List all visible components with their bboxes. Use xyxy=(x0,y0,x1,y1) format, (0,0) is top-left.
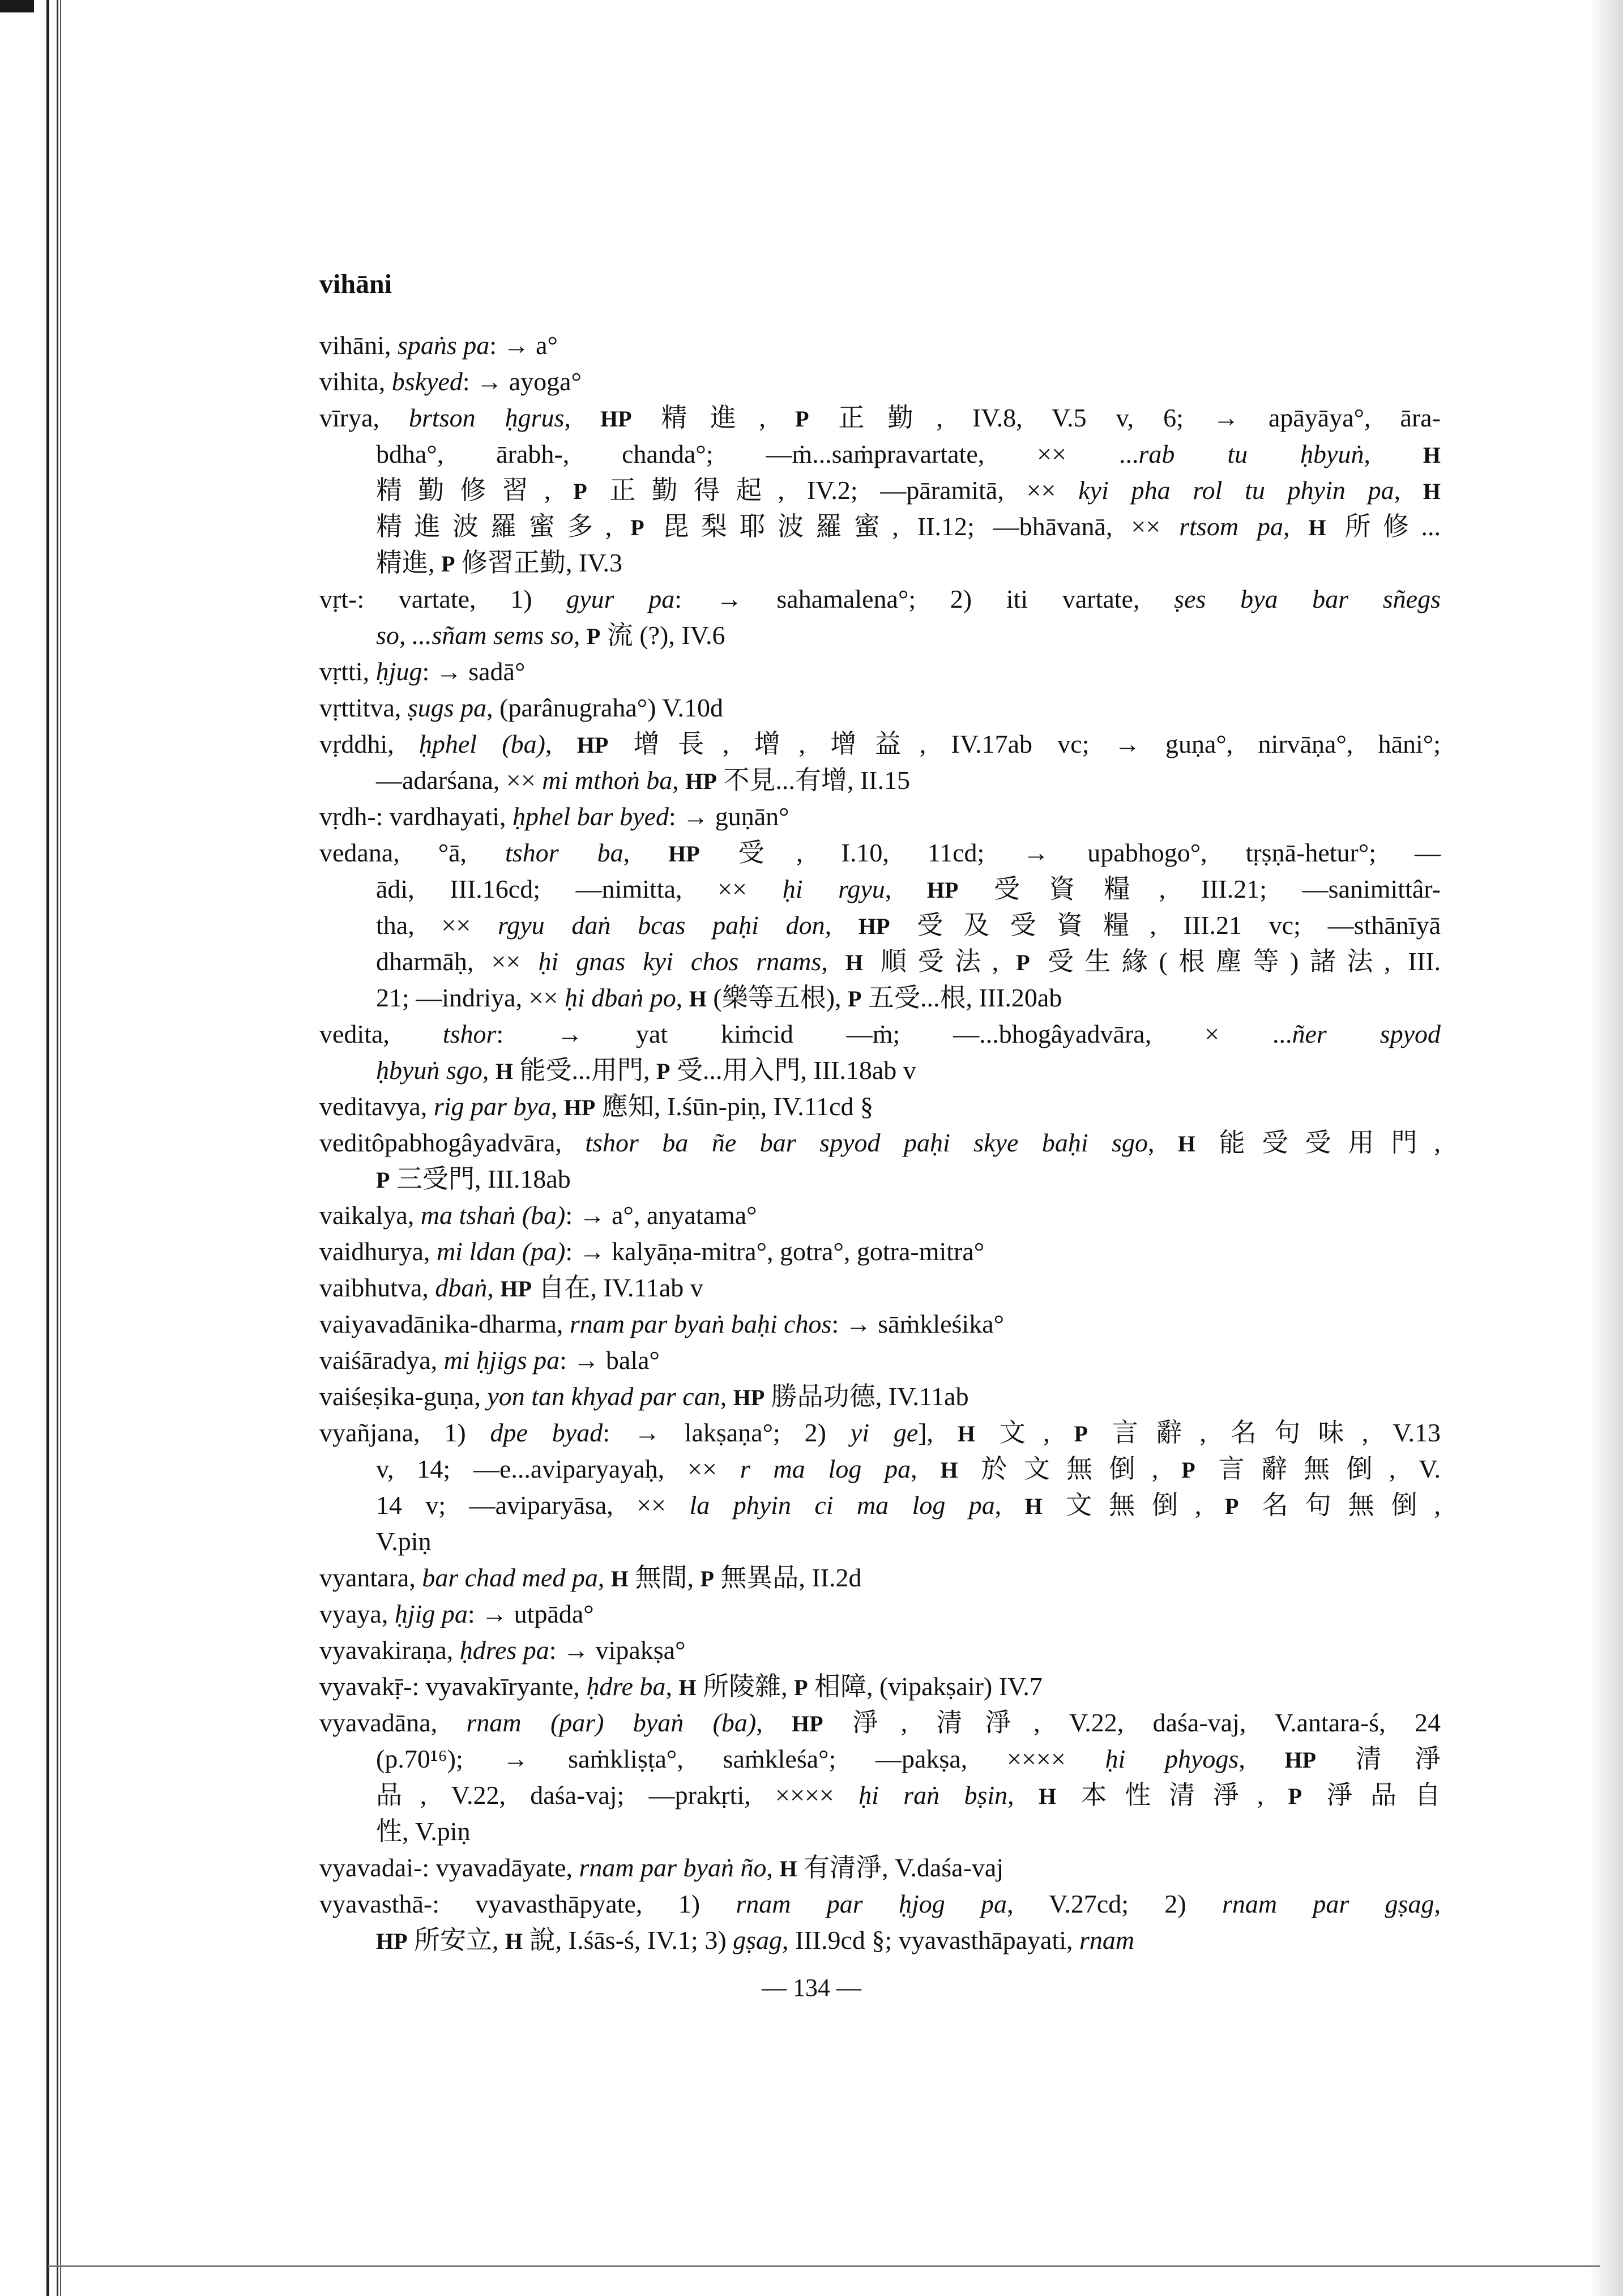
source-marker: H xyxy=(610,1566,629,1591)
entry-text: 清淨 xyxy=(1316,1744,1441,1773)
dictionary-entry xyxy=(319,1850,1441,1886)
dictionary-entry xyxy=(319,726,1441,799)
tibetan-equivalent: tshor ba xyxy=(505,838,623,867)
tibetan-equivalent: spaṅs pa xyxy=(397,331,490,360)
scan-binding-edge xyxy=(57,0,58,2296)
source-marker: H xyxy=(1308,515,1326,540)
entry-first-line xyxy=(319,327,1441,364)
tibetan-equivalent: rig par bya xyxy=(433,1092,551,1121)
entry-text: , xyxy=(911,1454,941,1483)
entry-text: vṛddhi, xyxy=(319,729,419,758)
tibetan-equivalent: ṣes bya bar sñegs xyxy=(1174,584,1441,613)
entry-text: vaidhurya, xyxy=(319,1237,437,1266)
entry-text: V.piṇ xyxy=(376,1527,432,1556)
entry-continuation-line xyxy=(319,1741,1441,1777)
entry-text: 淨, 清淨, V.22, daśa-vaj, V.antara-ś, 24 xyxy=(823,1708,1441,1737)
source-marker: HP xyxy=(600,406,632,432)
entry-text: , xyxy=(885,874,927,903)
source-marker: H xyxy=(940,1457,958,1483)
entry-text: 受資糧, III.21; —sanimittâr- xyxy=(958,874,1441,903)
tibetan-equivalent: rnam par byaṅ ño xyxy=(579,1853,767,1882)
tibetan-equivalent: ḥi gnas kyi chos rnams xyxy=(538,947,822,976)
entry-text: 增長, 增, 增益, IV.17ab vc; → guṇa°, nirvāṇa°, hāni°; xyxy=(608,729,1441,758)
dictionary-entry xyxy=(319,1016,1441,1089)
entry-text: 能受...用門, xyxy=(512,1056,656,1085)
source-marker: H xyxy=(1039,1783,1057,1809)
entry-text: vaikalya, xyxy=(319,1201,421,1230)
dictionary-entry xyxy=(319,1632,1441,1668)
tibetan-equivalent: ḥi raṅ bṣin xyxy=(859,1781,1008,1810)
entry-text: 精進波羅蜜多, xyxy=(376,512,631,541)
entry-text: 正勤得起, IV.2; —pāramitā, ×× xyxy=(587,476,1079,505)
tibetan-equivalent: ḥdre ba xyxy=(586,1672,666,1701)
tibetan-equivalent: brtson ḥgrus xyxy=(409,403,565,432)
entry-first-line xyxy=(319,1016,1441,1052)
entry-text: vaiyavadānika-dharma, xyxy=(319,1309,570,1338)
entry-continuation-line xyxy=(319,1523,1441,1560)
entry-continuation-line xyxy=(319,1487,1441,1523)
entry-text: vaibhutva, xyxy=(319,1273,435,1302)
tibetan-equivalent: ḥjig pa xyxy=(394,1599,468,1628)
source-marker: P xyxy=(1016,950,1030,975)
entry-text: vyañjana, 1) xyxy=(319,1418,490,1447)
entry-text: 勝品功德, IV.11ab xyxy=(764,1382,969,1411)
dictionary-entry xyxy=(319,654,1441,690)
entry-text: , xyxy=(1364,439,1423,468)
entry-text: 受生緣(根塵等)諸法, III. xyxy=(1030,947,1441,976)
entry-first-line xyxy=(319,1668,1441,1705)
entry-first-line xyxy=(319,654,1441,690)
source-marker: P xyxy=(573,479,587,504)
source-marker: P xyxy=(1288,1783,1302,1809)
dictionary-entry xyxy=(319,1886,1441,1958)
entry-text: vaiśeṣika-guṇa, xyxy=(319,1382,488,1411)
source-marker: H xyxy=(957,1421,976,1446)
entry-text: 所修... xyxy=(1326,512,1441,541)
dictionary-entry xyxy=(319,1415,1441,1560)
running-head: vihāni xyxy=(319,269,392,299)
tibetan-equivalent: ma tshaṅ (ba) xyxy=(420,1201,566,1230)
entry-text: : → bala° xyxy=(559,1346,660,1375)
entry-text: vaiśāradya, xyxy=(319,1346,444,1375)
entry-text: 文, xyxy=(975,1418,1074,1447)
entry-continuation-line xyxy=(319,472,1441,509)
entry-continuation-line xyxy=(319,980,1441,1016)
dictionary-entry xyxy=(319,1342,1441,1379)
entry-text: —adarśana, ×× xyxy=(376,766,543,795)
tibetan-equivalent: gṣag xyxy=(733,1926,783,1954)
entry-text: , xyxy=(597,1563,611,1592)
entry-text: , xyxy=(1394,476,1423,505)
entry-text: vedita, xyxy=(319,1019,443,1048)
entry-first-line xyxy=(319,1632,1441,1668)
entry-text: veditôpabhogâyadvāra, xyxy=(319,1128,586,1157)
tibetan-equivalent: ḥdres pa xyxy=(459,1636,549,1665)
source-marker: H xyxy=(845,950,863,975)
source-marker: HP xyxy=(563,1095,596,1120)
source-marker: H xyxy=(678,1675,697,1700)
entry-continuation-line xyxy=(319,545,1441,581)
entry-text: vyavakṝ-: vyavakīryante, xyxy=(319,1672,587,1701)
source-marker: HP xyxy=(858,914,890,939)
entry-text: v, 14; —e...aviparyayaḥ, ×× xyxy=(376,1454,740,1483)
entry-text: : → utpāda° xyxy=(467,1599,594,1628)
entry-first-line xyxy=(319,1270,1441,1306)
tibetan-equivalent: la phyin ci ma log pa xyxy=(689,1491,995,1520)
tibetan-equivalent: mi ldan (pa) xyxy=(436,1237,566,1266)
entry-text: , xyxy=(756,1708,792,1737)
entry-text: vihāni, xyxy=(319,331,398,360)
tibetan-equivalent: tshor ba ñe bar spyod paḥi skye baḥi sgo xyxy=(585,1128,1148,1157)
dictionary-entry xyxy=(319,835,1441,1016)
dictionary-entry xyxy=(319,1379,1441,1415)
source-marker: H xyxy=(505,1928,523,1954)
scan-right-shadow xyxy=(1589,0,1623,2296)
dictionary-entry xyxy=(319,799,1441,835)
tibetan-equivalent: bskyed xyxy=(391,367,463,396)
entry-text: 受及受資糧, III.21 vc; —sthānīyā xyxy=(890,911,1441,940)
entry-text: 應知, I.śūn-piṇ, IV.11cd § xyxy=(595,1092,873,1121)
entry-continuation-line xyxy=(319,617,1441,654)
entry-text: , xyxy=(665,1672,679,1701)
entry-first-line xyxy=(319,1342,1441,1379)
scan-bottom-edge xyxy=(48,2265,1600,2267)
entry-text: : → sadā° xyxy=(422,657,526,686)
entry-continuation-line xyxy=(319,1777,1441,1813)
tibetan-equivalent: r ma log pa xyxy=(740,1454,911,1483)
entry-text: vyaya, xyxy=(319,1599,395,1628)
entry-continuation-line xyxy=(319,1451,1441,1487)
entry-text: vīrya, xyxy=(319,403,409,432)
dictionary-entry xyxy=(319,690,1441,726)
entry-text: : → sāṁkleśika° xyxy=(831,1309,1005,1338)
tibetan-equivalent: ḥphel (ba) xyxy=(418,729,545,758)
tibetan-equivalent: ḥjug xyxy=(375,657,422,686)
page-number: — 134 — xyxy=(762,1974,861,2001)
entry-first-line xyxy=(319,726,1441,762)
entry-continuation-line xyxy=(319,907,1441,944)
dictionary-entry xyxy=(319,1705,1441,1850)
entry-continuation-line xyxy=(319,1922,1441,1958)
entry-first-line xyxy=(319,1089,1441,1125)
entry-text: 自在, IV.11ab v xyxy=(531,1273,703,1302)
entry-first-line xyxy=(319,690,1441,726)
entry-text: 21; —indriya, ×× xyxy=(376,983,565,1012)
entry-text: 五受...根, III.20ab xyxy=(861,983,1062,1012)
entry-text: , xyxy=(564,403,600,432)
entry-first-line xyxy=(319,1197,1441,1234)
source-marker: P xyxy=(1074,1421,1088,1446)
dictionary-entries xyxy=(319,327,1441,1958)
entry-text: 精進, xyxy=(631,403,796,432)
entry-text xyxy=(580,621,587,650)
entry-continuation-line xyxy=(319,871,1441,907)
entry-text: , (parânugraha°) V.10d xyxy=(486,693,723,722)
entry-first-line xyxy=(319,1596,1441,1632)
dictionary-entry xyxy=(319,364,1441,400)
entry-first-line xyxy=(319,1850,1441,1886)
entry-continuation-line xyxy=(319,1813,1441,1850)
entry-text: , xyxy=(550,1092,564,1121)
source-marker: HP xyxy=(576,732,609,758)
entry-text: : → lakṣaṇa°; 2) xyxy=(603,1418,851,1447)
entry-text: 正勤, IV.8, V.5 v, 6; → apāyāya°, āra- xyxy=(809,403,1441,432)
entry-text: vṛtti, xyxy=(319,657,376,686)
dictionary-entry xyxy=(319,1125,1441,1197)
tibetan-equivalent: ḥi rgyu xyxy=(782,874,885,903)
entry-first-line xyxy=(319,1125,1441,1161)
entry-text: , xyxy=(1148,1128,1178,1157)
source-marker: P xyxy=(700,1566,714,1591)
entry-text: , xyxy=(825,911,859,940)
scan-binding-edge xyxy=(46,0,49,2296)
tibetan-equivalent: bar chad med pa xyxy=(422,1563,598,1592)
tibetan-equivalent: kyi pha rol tu phyin pa xyxy=(1078,476,1394,505)
entry-text: , V.27cd; 2) xyxy=(1007,1889,1222,1918)
entry-text: : → ayoga° xyxy=(462,367,582,396)
entry-text: vihita, xyxy=(319,367,392,396)
entry-text: dharmāḥ, ×× xyxy=(376,947,539,976)
entry-first-line xyxy=(319,364,1441,400)
source-marker: H xyxy=(1423,479,1441,504)
tibetan-equivalent: rnam (par) byaṅ (ba) xyxy=(466,1708,757,1737)
entry-first-line xyxy=(319,835,1441,871)
dictionary-entry xyxy=(319,327,1441,364)
source-marker: H xyxy=(1178,1131,1196,1156)
entry-text: 不見...有增, II.15 xyxy=(716,766,910,795)
entry-text: , xyxy=(487,1273,501,1302)
entry-text: 相障, (vipakṣair) IV.7 xyxy=(808,1672,1043,1701)
entry-first-line xyxy=(319,1234,1441,1270)
entry-text: : → guṇān° xyxy=(668,802,789,831)
entry-first-line xyxy=(319,1306,1441,1342)
source-marker: HP xyxy=(500,1276,532,1301)
entry-text: , xyxy=(676,983,689,1012)
dictionary-entry xyxy=(319,1596,1441,1632)
entry-text: 品, V.22, daśa-vaj; —prakṛti, ×××× xyxy=(376,1781,859,1810)
source-marker: P xyxy=(630,515,644,540)
source-marker: HP xyxy=(1284,1747,1317,1773)
entry-first-line xyxy=(319,799,1441,835)
entry-text: 14 v; —aviparyāsa, ×× xyxy=(376,1491,690,1520)
entry-text: : → sahamalena°; 2) iti vartate, xyxy=(674,584,1174,613)
entry-text: 精勤修習, xyxy=(376,476,574,505)
scan-binding-edge xyxy=(60,0,61,2296)
source-marker: P xyxy=(794,1675,808,1700)
source-marker: P xyxy=(848,986,862,1012)
entry-text: , xyxy=(720,1382,733,1411)
entry-text: ādi, III.16cd; —nimitta, ×× xyxy=(376,874,783,903)
tibetan-equivalent: rtsom pa xyxy=(1179,512,1284,541)
entry-continuation-line xyxy=(319,509,1441,545)
tibetan-equivalent: rab tu ḥbyuṅ xyxy=(1138,439,1364,468)
entry-continuation-line xyxy=(319,1161,1441,1197)
entry-text: 無異品, II.2d xyxy=(714,1563,862,1592)
tibetan-equivalent: ḥbyuṅ sgo xyxy=(376,1056,482,1085)
source-marker: H xyxy=(1024,1493,1043,1519)
tibetan-equivalent: ñer spyod xyxy=(1292,1019,1441,1048)
tibetan-equivalent: yon tan khyad par can xyxy=(487,1382,720,1411)
entry-text: , III.9cd §; vyavasthāpayati, xyxy=(782,1926,1080,1954)
source-marker: H xyxy=(495,1059,513,1084)
entry-text: 文無倒, xyxy=(1042,1491,1225,1520)
entry-text: bdha°, ārabh-, chanda°; —ṁ...saṁpravartate, ×× ... xyxy=(376,439,1139,468)
tibetan-equivalent: ḥi phyogs xyxy=(1105,1744,1239,1773)
dictionary-entry xyxy=(319,1270,1441,1306)
entry-text: , xyxy=(672,766,686,795)
tibetan-equivalent: rnam par ḥjog pa xyxy=(736,1889,1007,1918)
entry-text: , xyxy=(1283,512,1309,541)
source-marker: HP xyxy=(668,841,700,867)
dictionary-entry xyxy=(319,581,1441,654)
entry-text: 所陵雜, xyxy=(696,1672,795,1701)
entry-text: 精進, xyxy=(376,548,441,577)
entry-text: 名句無倒, xyxy=(1238,1491,1441,1520)
entry-continuation-line xyxy=(319,944,1441,980)
entry-text: 言辭, 名句味, V.13 xyxy=(1087,1418,1441,1447)
entry-text: ], xyxy=(918,1418,958,1447)
tibetan-equivalent: so, ...sñam sems so, xyxy=(376,621,580,650)
entry-text: 毘梨耶波羅蜜, II.12; —bhāvanā, ×× xyxy=(644,512,1180,541)
tibetan-equivalent: rnam xyxy=(1079,1926,1135,1954)
entry-text: 流 (?), IV.6 xyxy=(600,621,725,650)
tibetan-equivalent: rnam par gṣag, xyxy=(1221,1889,1441,1918)
tibetan-equivalent: ḥi dbaṅ po xyxy=(564,983,676,1012)
entry-text: 順受法, xyxy=(863,947,1016,976)
entry-text: (樂等五根), xyxy=(706,983,848,1012)
tibetan-equivalent: dbaṅ xyxy=(435,1273,488,1302)
entry-text: 言辭無倒, V. xyxy=(1195,1454,1441,1483)
entry-text: , xyxy=(482,1056,496,1085)
dictionary-entry xyxy=(319,1234,1441,1270)
entry-text: : → a°, anyatama° xyxy=(565,1201,757,1230)
entry-text: , xyxy=(821,947,845,976)
entry-text: 所安立, xyxy=(407,1926,506,1954)
tibetan-equivalent: gyur pa xyxy=(566,584,675,613)
entry-text: vyavadai-: vyavadāyate, xyxy=(319,1853,579,1882)
entry-text: 修習正勤, IV.3 xyxy=(455,548,623,577)
entry-text: , xyxy=(1238,1744,1285,1773)
entry-text: tha, ×× xyxy=(376,911,498,940)
source-marker: H xyxy=(779,1856,797,1881)
dictionary-entry xyxy=(319,1089,1441,1125)
dictionary-entry xyxy=(319,1197,1441,1234)
tibetan-equivalent: mi ḥjigs pa xyxy=(443,1346,560,1375)
entry-text: , xyxy=(623,838,669,867)
entry-text: vyantara, xyxy=(319,1563,422,1592)
entry-first-line xyxy=(319,1379,1441,1415)
entry-text: vedana, °ā, xyxy=(319,838,506,867)
entry-text: 有清淨, V.daśa-vaj xyxy=(797,1853,1004,1882)
entry-first-line xyxy=(319,1415,1441,1451)
scan-corner-mark xyxy=(0,0,34,12)
entry-text: , xyxy=(766,1853,780,1882)
entry-text: 性, V.piṇ xyxy=(376,1817,471,1846)
tibetan-equivalent: tshor xyxy=(442,1019,497,1048)
source-marker: P xyxy=(1181,1457,1195,1483)
entry-text: 淨品自 xyxy=(1302,1781,1441,1810)
entry-text: : → vipakṣa° xyxy=(549,1636,686,1665)
entry-text: 無間, xyxy=(628,1563,701,1592)
entry-first-line xyxy=(319,1705,1441,1741)
tibetan-equivalent: ṣugs pa xyxy=(407,693,487,722)
entry-continuation-line xyxy=(319,1052,1441,1089)
entry-first-line xyxy=(319,1560,1441,1596)
dictionary-entry xyxy=(319,1668,1441,1705)
dictionary-entry xyxy=(319,400,1441,581)
entry-text: : → a° xyxy=(489,331,558,360)
entry-first-line xyxy=(319,1886,1441,1922)
entry-continuation-line xyxy=(319,436,1441,472)
source-marker: H xyxy=(689,986,707,1012)
entry-text: , xyxy=(545,729,577,758)
tibetan-equivalent: rgyu daṅ bcas paḥi don xyxy=(498,911,825,940)
entry-text: vṛt-: vartate, 1) xyxy=(319,584,567,613)
entry-text: vṛttitva, xyxy=(319,693,408,722)
source-marker: P xyxy=(441,551,455,577)
tibetan-equivalent: rnam par byaṅ baḥi chos xyxy=(569,1309,832,1338)
entry-text: : → yat kiṁcid —ṁ; —...bhogâyadvāra, × ... xyxy=(496,1019,1292,1048)
source-marker: HP xyxy=(926,877,959,903)
dictionary-entry xyxy=(319,1306,1441,1342)
entry-first-line xyxy=(319,581,1441,617)
source-marker: P xyxy=(586,624,601,649)
tibetan-equivalent: dpe byad xyxy=(490,1418,603,1447)
source-marker: P xyxy=(795,406,809,432)
entry-text: , xyxy=(994,1491,1025,1520)
source-marker: HP xyxy=(685,769,717,794)
source-marker: HP xyxy=(376,1928,408,1954)
entry-text: 於文無倒, xyxy=(958,1454,1182,1483)
source-marker: H xyxy=(1423,442,1441,468)
entry-continuation-line xyxy=(319,762,1441,799)
tibetan-equivalent: yi ge xyxy=(850,1418,919,1447)
dictionary-entry xyxy=(319,1560,1441,1596)
entry-text: vyavadāna, xyxy=(319,1708,467,1737)
source-marker: P xyxy=(376,1167,390,1193)
entry-text: 本性清淨, xyxy=(1056,1781,1288,1810)
entry-first-line xyxy=(319,400,1441,436)
entry-text: vyavakiraṇa, xyxy=(319,1636,460,1665)
source-marker: P xyxy=(656,1059,670,1084)
entry-text: vyavasthā-: vyavasthāpyate, 1) xyxy=(319,1889,736,1918)
entry-text: 受...用入門, III.18ab v xyxy=(670,1056,916,1085)
entry-text: , xyxy=(1007,1781,1039,1810)
entry-text: 受, I.10, 11cd; → upabhogo°, tṛṣṇā-hetur°; — xyxy=(699,838,1441,867)
tibetan-equivalent: ḥphel bar byed xyxy=(512,802,669,831)
entry-text: vṛdh-: vardhayati, xyxy=(319,802,513,831)
tibetan-equivalent: mi mthoṅ ba xyxy=(542,766,673,795)
entry-text: 能受受用門, xyxy=(1195,1128,1441,1157)
entry-text: veditavya, xyxy=(319,1092,434,1121)
entry-text: 三受門, III.18ab xyxy=(390,1164,571,1193)
entry-text: 說, I.śās-ś, IV.1; 3) xyxy=(523,1926,733,1954)
source-marker: HP xyxy=(733,1385,765,1410)
source-marker: P xyxy=(1224,1493,1239,1519)
source-marker: HP xyxy=(792,1711,823,1736)
entry-text: (p.70¹⁶); → saṁkliṣṭa°, saṁkleśa°; —pakṣa, ×××× xyxy=(376,1744,1105,1773)
entry-text: : → kalyāṇa-mitra°, gotra°, gotra-mitra° xyxy=(565,1237,985,1266)
